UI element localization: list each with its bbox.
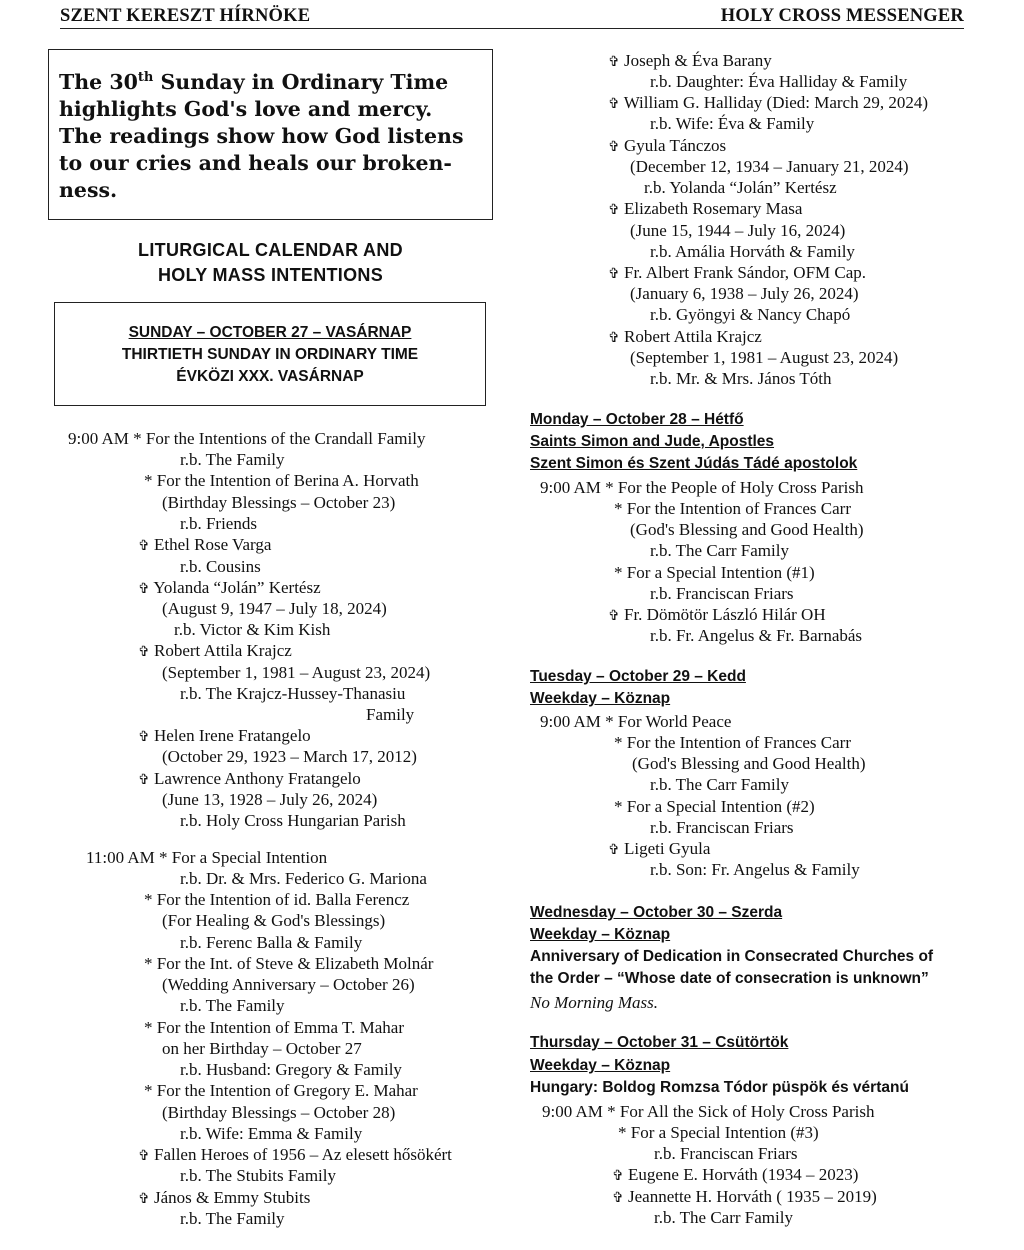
intention-line: ✞ Fallen Heroes of 1956 – Az elesett hősökért — [138, 1145, 452, 1164]
intention-line: ✞ Robert Attila Krajcz — [608, 327, 762, 346]
cross-icon: ✞ — [138, 538, 150, 554]
intention-line: (For Healing & God's Blessings) — [162, 911, 386, 930]
cross-icon: ✞ — [608, 54, 620, 70]
intention-line: ✞ Fr. Dömötör László Hilár OH — [608, 605, 826, 624]
intention-line: r.b. Wife: Éva & Family — [650, 114, 815, 133]
cross-icon: ✞ — [612, 1168, 624, 1184]
intention-line: r.b. Friends — [180, 514, 257, 533]
intention-line: ✞ William G. Halliday (Died: March 29, 2024) — [608, 93, 928, 112]
intention-line: (Birthday Blessings – October 23) — [162, 493, 396, 512]
intention-line: r.b. Victor & Kim Kish — [174, 620, 331, 639]
sunday-box — [54, 302, 486, 406]
intention-line: * For the Intention of Frances Carr — [614, 733, 851, 752]
header-english-title: HOLY CROSS MESSENGER — [720, 6, 964, 26]
intention-line: 9:00 AM * For World Peace — [540, 712, 732, 731]
cross-icon: ✞ — [608, 842, 620, 858]
cross-icon: ✞ — [608, 139, 620, 155]
calendar-heading — [48, 238, 493, 288]
intention-line: r.b. The Carr Family — [650, 541, 789, 560]
cross-icon: ✞ — [608, 266, 620, 282]
day-heading: Monday – October 28 – Hétfő — [530, 411, 744, 428]
feast-heading: Weekday – Köznap — [530, 1057, 671, 1074]
intention-line: ✞ Helen Irene Fratangelo — [138, 726, 311, 745]
intention-line: * For a Special Intention (#1) — [614, 563, 815, 582]
intention-line: r.b. Gyöngyi & Nancy Chapó — [650, 305, 851, 324]
intention-line: r.b. Franciscan Friars — [654, 1144, 798, 1163]
cross-icon: ✞ — [608, 330, 620, 346]
intention-line: ✞ Ethel Rose Varga — [138, 535, 272, 554]
intention-line: r.b. Holy Cross Hungarian Parish — [180, 811, 406, 830]
intention-line: (June 13, 1928 – July 26, 2024) — [162, 790, 378, 809]
intention-line: ✞ Joseph & Éva Barany — [608, 51, 772, 70]
feast-description: Anniversary of Dedication in Consecrated Churches of — [530, 948, 934, 965]
intention-line: * For the Intention of Gregory E. Mahar — [144, 1081, 418, 1100]
intention-line: * For the Intention of Frances Carr — [614, 499, 851, 518]
sunday-date: SUNDAY – OCTOBER 27 – VASÁRNAP — [128, 324, 412, 341]
feast-heading: Weekday – Köznap — [530, 690, 671, 707]
cross-icon: ✞ — [608, 202, 620, 218]
intention-line: (August 9, 1947 – July 18, 2024) — [162, 599, 387, 618]
intention-line: ✞ Yolanda “Jolán” Kertész — [138, 578, 321, 597]
intention-line: r.b. The Family — [180, 996, 285, 1015]
cross-icon: ✞ — [138, 1148, 150, 1164]
intention-line: (December 12, 1934 – January 21, 2024) — [630, 157, 909, 176]
intention-line: r.b. The Carr Family — [650, 775, 789, 794]
intention-line: Family — [366, 705, 415, 724]
feast-description: Hungary: Boldog Romzsa Tódor püspök és vértanú — [530, 1079, 909, 1096]
intention-line: * For the Int. of Steve & Elizabeth Molnár — [144, 954, 434, 973]
intention-line: r.b. Fr. Angelus & Fr. Barnabás — [650, 626, 863, 645]
highlight-line: highlights God's love and mercy. — [59, 96, 433, 121]
intention-line: 9:00 AM * For All the Sick of Holy Cross Parish — [542, 1102, 875, 1121]
intention-line: ✞ Lawrence Anthony Fratangelo — [138, 769, 361, 788]
day-heading: Wednesday – October 30 – Szerda — [530, 904, 783, 921]
day-heading: Tuesday – October 29 – Kedd — [530, 668, 746, 685]
highlight-box — [48, 49, 493, 220]
calendar-heading-line: LITURGICAL CALENDAR AND — [138, 240, 403, 260]
cross-icon: ✞ — [138, 772, 150, 788]
intention-line: 9:00 AM * For the People of Holy Cross Parish — [540, 478, 864, 497]
cross-icon: ✞ — [612, 1190, 624, 1206]
cross-icon: ✞ — [138, 581, 150, 597]
highlight-line: The readings show how God listens — [59, 123, 464, 148]
calendar-heading-line: HOLY MASS INTENTIONS — [157, 265, 384, 285]
intention-line: (January 6, 1938 – July 26, 2024) — [630, 284, 859, 303]
intention-line: (God's Blessing and Good Health) — [630, 520, 864, 539]
cross-icon: ✞ — [138, 1191, 150, 1207]
intention-line: ✞ Gyula Tánczos — [608, 136, 727, 155]
feast-description: the Order – “Whose date of consecration is unknown” — [530, 970, 929, 987]
intention-line: (September 1, 1981 – August 23, 2024) — [630, 348, 899, 367]
cross-icon: ✞ — [138, 729, 150, 745]
intention-line: on her Birthday – October 27 — [162, 1039, 362, 1058]
intention-line: (Birthday Blessings – October 28) — [162, 1103, 396, 1122]
highlight-line: ness. — [59, 177, 118, 202]
intention-line: r.b. The Carr Family — [654, 1208, 793, 1227]
intention-line: r.b. The Family — [180, 1209, 285, 1228]
highlight-line: to our cries and heals our broken- — [59, 150, 452, 175]
intention-line: r.b. The Krajcz-Hussey-Thanasiu — [180, 684, 406, 703]
sunday-title: THIRTIETH SUNDAY IN ORDINARY TIME — [121, 346, 419, 363]
intention-line: r.b. Daughter: Éva Halliday & Family — [650, 72, 908, 91]
intention-line: * For the Intention of id. Balla Ferencz — [144, 890, 410, 909]
intention-line: r.b. Mr. & Mrs. János Tóth — [650, 369, 832, 388]
intention-line: (God's Blessing and Good Health) — [632, 754, 866, 773]
intention-line: r.b. Son: Fr. Angelus & Family — [650, 860, 860, 879]
header-hungarian-title: SZENT KERESZT HÍRNÖKE — [60, 6, 311, 26]
intention-line: r.b. The Stubits Family — [180, 1166, 337, 1185]
intention-line: * For the Intention of Emma T. Mahar — [144, 1018, 404, 1037]
intention-line: (September 1, 1981 – August 23, 2024) — [162, 663, 431, 682]
mass-note: No Morning Mass. — [530, 993, 658, 1012]
intention-line: 11:00 AM * For a Special Intention — [86, 848, 328, 867]
feast-heading-hu: Szent Simon és Szent Júdás Tádé apostolok — [530, 455, 858, 472]
intention-line: r.b. The Family — [180, 450, 285, 469]
intention-line: ✞ Fr. Albert Frank Sándor, OFM Cap. — [608, 263, 867, 282]
intention-line: r.b. Franciscan Friars — [650, 584, 794, 603]
feast-heading: Saints Simon and Jude, Apostles — [530, 433, 775, 450]
intention-line: r.b. Franciscan Friars — [650, 818, 794, 837]
intention-line: (June 15, 1944 – July 16, 2024) — [630, 221, 846, 240]
intention-line: (Wedding Anniversary – October 26) — [162, 975, 415, 994]
intention-line: r.b. Cousins — [180, 557, 261, 576]
cross-icon: ✞ — [608, 608, 620, 624]
intention-line: r.b. Wife: Emma & Family — [180, 1124, 363, 1143]
feast-heading: Weekday – Köznap — [530, 926, 671, 943]
intention-line: r.b. Ferenc Balla & Family — [180, 933, 363, 952]
intention-line: ✞ Ligeti Gyula — [608, 839, 711, 858]
intention-line: * For a Special Intention (#3) — [618, 1123, 819, 1142]
intention-line: 9:00 AM * For the Intentions of the Crandall Family — [68, 429, 426, 448]
day-heading: Thursday – October 31 – Csütörtök — [530, 1034, 789, 1051]
sunday-title-hu: ÉVKÖZI XXX. VASÁRNAP — [176, 368, 364, 385]
intention-line: ✞ Jeannette H. Horváth ( 1935 – 2019) — [612, 1187, 877, 1206]
intention-line: r.b. Dr. & Mrs. Federico G. Mariona — [180, 869, 427, 888]
highlight-line: The 30th Sunday in Ordinary Time — [59, 69, 449, 94]
intention-line: ✞ Robert Attila Krajcz — [138, 641, 292, 660]
intention-line: (October 29, 1923 – March 17, 2012) — [162, 747, 417, 766]
intention-line: ✞ Elizabeth Rosemary Masa — [608, 199, 803, 218]
cross-icon: ✞ — [138, 644, 150, 660]
intention-line: r.b. Yolanda “Jolán” Kertész — [644, 178, 837, 197]
intention-line: ✞ János & Emmy Stubits — [138, 1188, 311, 1207]
cross-icon: ✞ — [608, 96, 620, 112]
intention-line: r.b. Husband: Gregory & Family — [180, 1060, 402, 1079]
intention-line: ✞ Eugene E. Horváth (1934 – 2023) — [612, 1165, 859, 1184]
intention-line: r.b. Amália Horváth & Family — [650, 242, 855, 261]
page-header — [60, 4, 964, 29]
intention-line: * For a Special Intention (#2) — [614, 797, 815, 816]
intention-line: * For the Intention of Berina A. Horvath — [144, 471, 419, 490]
